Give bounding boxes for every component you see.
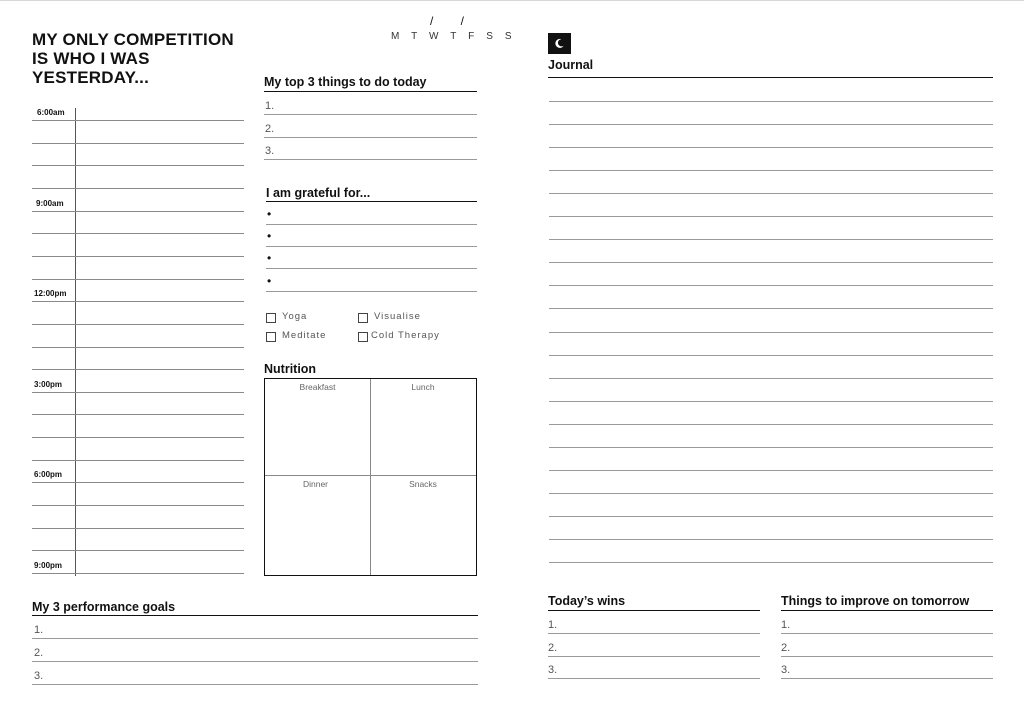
grateful-underline [266, 201, 477, 202]
schedule-row-line [32, 256, 244, 257]
schedule-row-line [32, 460, 244, 461]
journal-line[interactable] [549, 216, 993, 217]
journal-line[interactable] [549, 424, 993, 425]
visualise-checkbox[interactable] [358, 313, 368, 323]
schedule-row-line [32, 414, 244, 415]
improve-underline [781, 610, 993, 611]
schedule-row-line [32, 165, 244, 166]
journal-line[interactable] [549, 401, 993, 402]
grateful-heading: I am grateful for... [266, 186, 371, 200]
improve-item-number: 3. [781, 664, 791, 676]
wins-heading: Today’s wins [548, 594, 626, 608]
meditate-label: Meditate [282, 330, 327, 341]
dinner-label: Dinner [302, 479, 329, 489]
journal-line[interactable] [549, 355, 993, 356]
schedule-row-line [32, 120, 244, 121]
journal-line[interactable] [549, 101, 993, 102]
goal-item-number: 1. [34, 624, 44, 636]
schedule-row-line [32, 528, 244, 529]
schedule-row-line [32, 143, 244, 144]
journal-line[interactable] [549, 493, 993, 494]
schedule-row-line [32, 392, 244, 393]
title-line-2: IS WHO I WAS [32, 49, 150, 68]
journal-line[interactable] [549, 447, 993, 448]
time-label: 3:00pm [34, 380, 63, 389]
time-label: 12:00pm [34, 289, 67, 298]
top3-underline [264, 91, 477, 92]
grateful-bullet: • [267, 274, 272, 288]
meditate-checkbox[interactable] [266, 332, 276, 342]
schedule-row-line [32, 505, 244, 506]
win-item-number: 1. [548, 619, 558, 631]
weekday-selector[interactable]: M T W T F S S [391, 31, 517, 42]
journal-line[interactable] [549, 332, 993, 333]
schedule-row-line [32, 233, 244, 234]
moon-icon [554, 38, 565, 49]
improve-item-line[interactable] [781, 656, 993, 657]
time-label: 9:00am [36, 199, 64, 208]
journal-line[interactable] [549, 285, 993, 286]
journal-line[interactable] [549, 378, 993, 379]
journal-line[interactable] [549, 470, 993, 471]
grateful-item-line[interactable] [266, 268, 477, 269]
schedule-row-line [32, 188, 244, 189]
improve-heading: Things to improve on tomorrow [781, 594, 970, 608]
yoga-label: Yoga [282, 311, 308, 322]
goals-underline [32, 615, 478, 616]
grateful-bullet: • [267, 229, 272, 243]
wins-underline [548, 610, 760, 611]
schedule-row-line [32, 279, 244, 280]
goals-heading: My 3 performance goals [32, 600, 176, 614]
visualise-label: Visualise [374, 311, 421, 322]
win-item-line[interactable] [548, 633, 760, 634]
top3-item-number: 3. [265, 145, 275, 157]
time-label: 9:00pm [34, 561, 63, 570]
date-field[interactable]: / / [430, 14, 477, 28]
grateful-item-line[interactable] [266, 291, 477, 292]
grateful-item-line[interactable] [266, 224, 477, 225]
schedule-row-line [32, 211, 244, 212]
lunch-label: Lunch [411, 382, 435, 392]
title-line-1: MY ONLY COMPETITION [32, 30, 234, 49]
snacks-label: Snacks [409, 479, 437, 489]
grateful-item-line[interactable] [266, 246, 477, 247]
journal-line[interactable] [549, 147, 993, 148]
journal-line[interactable] [549, 193, 993, 194]
improve-item-number: 1. [781, 619, 791, 631]
breakfast-label: Breakfast [299, 382, 336, 392]
journal-underline [548, 77, 993, 78]
schedule-row-line [32, 301, 244, 302]
yoga-checkbox[interactable] [266, 313, 276, 323]
win-item-number: 3. [548, 664, 558, 676]
top3-item-line[interactable] [264, 159, 477, 160]
top3-heading: My top 3 things to do today [264, 75, 427, 89]
top3-item-line[interactable] [264, 114, 477, 115]
title-line-3: YESTERDAY... [32, 68, 150, 87]
journal-line[interactable] [549, 170, 993, 171]
schedule-row-line [32, 482, 244, 483]
cold-therapy-label: Cold Therapy [371, 330, 440, 341]
schedule-row-line [32, 347, 244, 348]
schedule-row-line [32, 573, 244, 574]
goal-item-line[interactable] [32, 661, 478, 662]
win-item-line[interactable] [548, 678, 760, 679]
page-top-border [0, 0, 1024, 1]
schedule-row-line [32, 324, 244, 325]
journal-line[interactable] [549, 239, 993, 240]
moon-badge [548, 33, 571, 54]
goal-item-number: 3. [34, 670, 44, 682]
journal-line[interactable] [549, 262, 993, 263]
nutrition-grid [264, 378, 477, 576]
nutrition-hdivider [265, 475, 476, 476]
win-item-line[interactable] [548, 656, 760, 657]
top3-item-number: 1. [265, 100, 275, 112]
time-label: 6:00pm [34, 470, 63, 479]
nutrition-heading: Nutrition [264, 362, 317, 376]
goal-item-number: 2. [34, 647, 44, 659]
journal-line[interactable] [549, 562, 993, 563]
improve-item-line[interactable] [781, 678, 993, 679]
cold-therapy-checkbox[interactable] [358, 332, 368, 342]
page-title [32, 30, 252, 87]
time-label: 6:00am [37, 108, 65, 117]
improve-item-number: 2. [781, 642, 791, 654]
journal-line[interactable] [549, 539, 993, 540]
journal-heading: Journal [548, 58, 594, 72]
goal-item-line[interactable] [32, 684, 478, 685]
journal-line[interactable] [549, 516, 993, 517]
top3-item-line[interactable] [264, 137, 477, 138]
schedule-row-line [32, 369, 244, 370]
journal-line[interactable] [549, 308, 993, 309]
nutrition-vdivider [370, 379, 371, 575]
grateful-bullet: • [267, 207, 272, 221]
journal-line[interactable] [549, 124, 993, 125]
schedule-row-line [32, 437, 244, 438]
schedule-row-line [32, 550, 244, 551]
win-item-number: 2. [548, 642, 558, 654]
goal-item-line[interactable] [32, 638, 478, 639]
grateful-bullet: • [267, 251, 272, 265]
top3-item-number: 2. [265, 123, 275, 135]
improve-item-line[interactable] [781, 633, 993, 634]
